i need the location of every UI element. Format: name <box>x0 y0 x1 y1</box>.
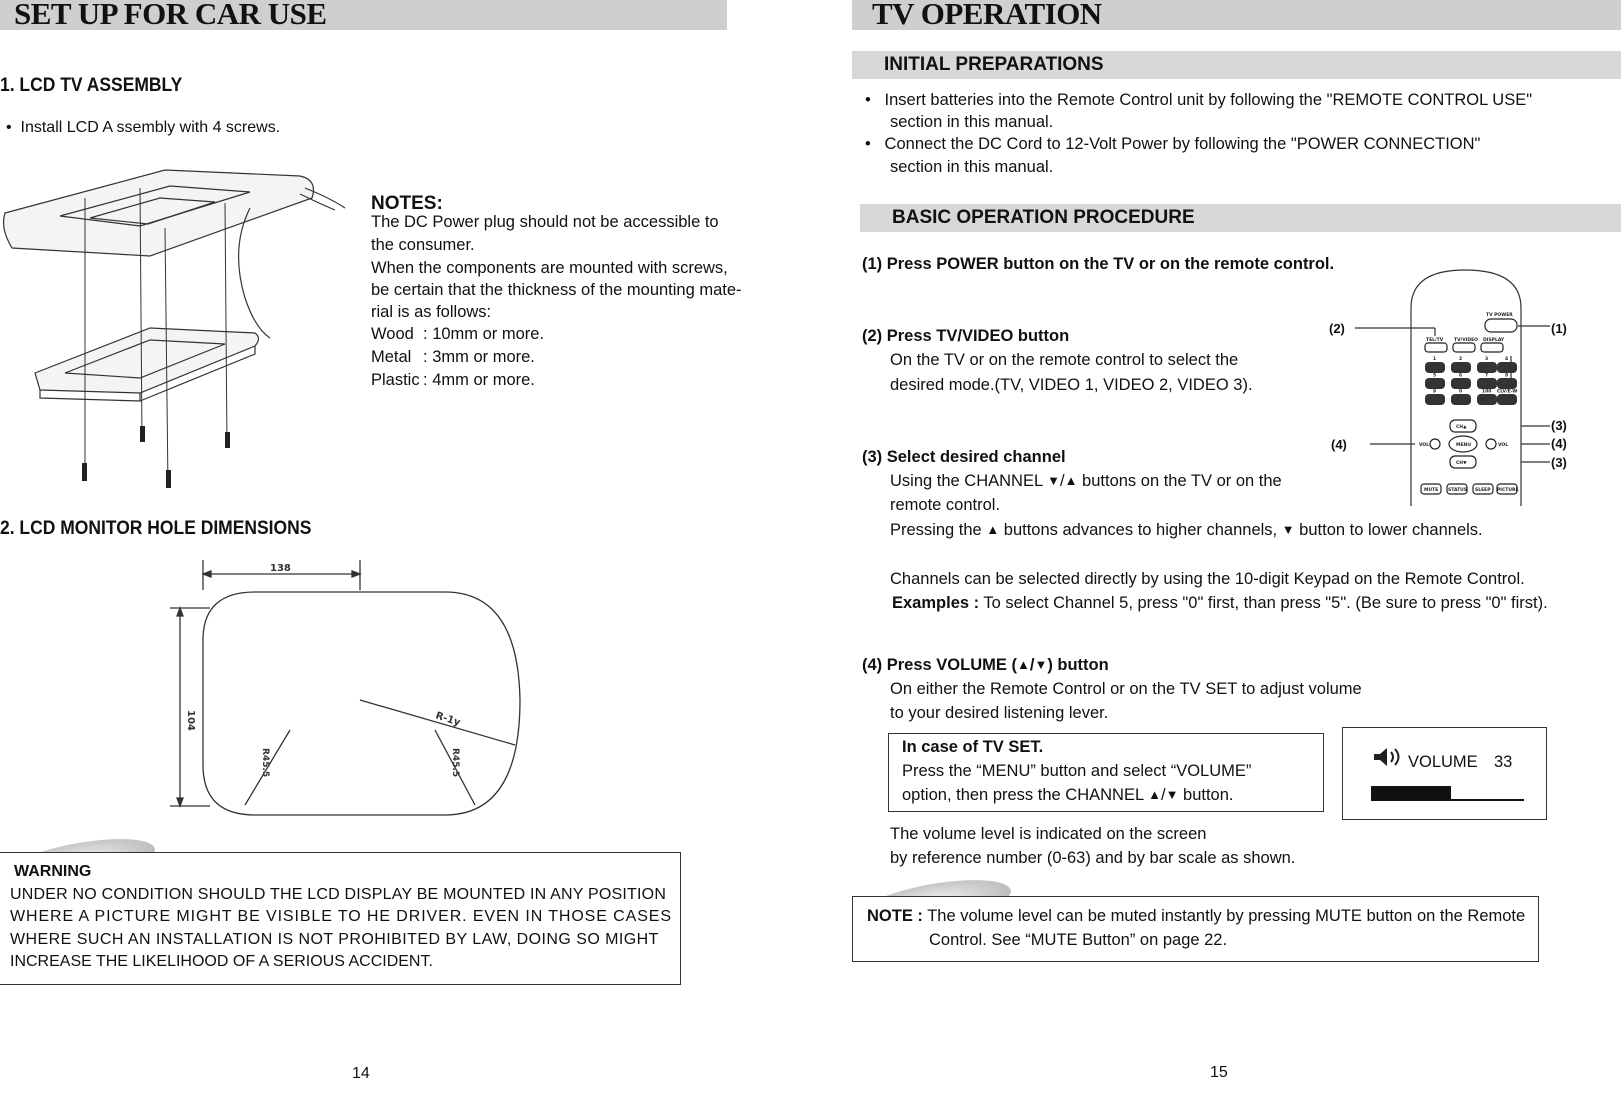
warning-line-3: WHERE SUCH AN INSTALLATION IS NOT PROHIBITED BY LAW, DOING SO MIGHT <box>10 931 659 948</box>
right-title-bar <box>852 0 1621 30</box>
step-2-line-1: On the TV or on the remote control to select the <box>890 351 1239 369</box>
step-4-line-2: to your desired listening lever. <box>890 704 1109 722</box>
remote-tv-power-label: TV POWER <box>1486 313 1513 318</box>
dim-corner-right-label: R45.5 <box>450 748 460 778</box>
notes-line-2: the consumer. <box>371 236 475 254</box>
volume-bar-track <box>1371 799 1524 801</box>
material-metal: Metal : 3mm or more. <box>371 348 535 366</box>
step-3-line-4: Channels can be selected directly by using the 10-digit Keypad on the Remote Control. <box>890 570 1525 588</box>
remote-key-0: 0 <box>1459 389 1463 395</box>
remote-display-label: DISPLAY <box>1483 338 1505 343</box>
callout-3-top: (3) <box>1551 418 1567 433</box>
notes-heading: NOTES: <box>371 193 443 214</box>
hole-dimension-drawing <box>170 560 540 832</box>
install-instruction: • Install LCD A ssembly with 4 screws. <box>6 119 281 136</box>
lcd-assembly-drawing <box>0 158 360 493</box>
step-3-heading: (3) Select desired channel <box>862 448 1066 466</box>
remote-key-9: 9 <box>1433 389 1437 395</box>
remote-mute-label: MUTE <box>1424 488 1439 493</box>
remote-power-button <box>1485 319 1517 332</box>
remote-key-8: 8 <box>1505 373 1509 379</box>
remote-key-4: 4 <box>1505 357 1509 362</box>
callout-1: (1) <box>1551 321 1567 336</box>
note-line-2: Control. See “MUTE Button” on page 22. <box>929 931 1228 949</box>
callout-4-right: (4) <box>1551 436 1567 451</box>
material-wood: Wood : 10mm or more. <box>371 325 545 343</box>
notes-line-4: be certain that the thickness of the mounting mate- <box>371 281 742 299</box>
remote-key-1: 1 <box>1433 357 1437 362</box>
dim-radius-label: R-1y <box>434 710 462 729</box>
remote-control-diagram <box>1325 268 1621 506</box>
initial-preparations-bar <box>852 51 1621 79</box>
remote-menu-label: MENU <box>1456 443 1471 448</box>
remote-status-label: STATUS <box>1448 488 1468 493</box>
tv-set-line-2: option, then press the CHANNEL ▲/▼ button. <box>902 786 1234 804</box>
step-4-heading: (4) Press VOLUME (▲/▼) button <box>862 656 1109 674</box>
step-3-examples: Examples : To select Channel 5, press "0" first, than press "5". (Be sure to press "0" first). <box>892 594 1548 612</box>
initial-preparations-heading: INITIAL PREPARATIONS <box>884 54 1104 75</box>
note-label: NOTE : <box>867 907 923 925</box>
remote-key-2: 2 <box>1459 357 1463 362</box>
basic-operation-heading: BASIC OPERATION PROCEDURE <box>892 207 1195 228</box>
remote-sleep-label: SLEEP <box>1475 488 1491 493</box>
remote-key-6: 6 <box>1459 373 1463 379</box>
warning-line-4: INCREASE THE LIKELIHOOD OF A SERIOUS ACCIDENT. <box>10 953 433 970</box>
lcd-tv-assembly-heading: 1. LCD TV ASSEMBLY <box>0 75 183 96</box>
volume-label: VOLUME <box>1408 753 1478 771</box>
remote-key-5: 5 <box>1433 373 1437 379</box>
remote-ch-down-label: CH▼ <box>1456 461 1467 466</box>
step-3-line-3: Pressing the ▲ buttons advances to higher channels, ▼ button to lower channels. <box>890 521 1483 539</box>
page-number-left: 14 <box>352 1065 370 1082</box>
tv-set-line-1: Press the “MENU” button and select “VOLUME” <box>902 762 1252 780</box>
remote-vol-left-label: VOL <box>1419 443 1430 448</box>
left-title-bar <box>0 0 727 30</box>
step-2-heading: (2) Press TV/VIDEO button <box>862 327 1070 345</box>
step-4-line-1: On either the Remote Control or on the TV SET to adjust volume <box>890 680 1362 698</box>
remote-key-7: 7 <box>1485 373 1489 379</box>
left-page-title: SET UP FOR CAR USE <box>14 0 327 31</box>
step-2-line-2: desired mode.(TV, VIDEO 1, VIDEO 2, VIDEO 3). <box>890 376 1253 394</box>
volume-note-line-1: The volume level is indicated on the screen <box>890 825 1207 843</box>
dim-width-label: 138 <box>270 563 291 574</box>
remote-vol-right-label: VOL <box>1498 443 1509 448</box>
remote-tel-tv-label: TEL/TV <box>1426 338 1444 343</box>
speaker-icon <box>1372 746 1404 768</box>
warning-heading: WARNING <box>14 863 92 880</box>
volume-note-line-2: by reference number (0-63) and by bar scale as shown. <box>890 849 1296 867</box>
step-3-line-2: remote control. <box>890 496 1001 514</box>
remote-tv-video-label: TV/VIDEO <box>1454 338 1478 343</box>
notes-line-5: rial is as follows: <box>371 303 492 321</box>
warning-line-1: UNDER NO CONDITION SHOULD THE LCD DISPLAY BE MOUNTED IN ANY POSITION <box>10 886 667 903</box>
basic-operation-bar <box>860 204 1621 232</box>
prep-bullet-2-cont: section in this manual. <box>890 158 1054 176</box>
hole-dimensions-heading: 2. LCD MONITOR HOLE DIMENSIONS <box>0 518 312 539</box>
tv-set-heading: In case of TV SET. <box>902 738 1044 756</box>
volume-bar-fill <box>1371 786 1451 799</box>
right-page-title: TV OPERATION <box>872 0 1102 31</box>
page-number-right: 15 <box>1210 1064 1228 1081</box>
callout-4-left: (4) <box>1331 437 1347 452</box>
material-plastic: Plastic : 4mm or more. <box>371 371 535 389</box>
notes-line-3: When the components are mounted with screws, <box>371 259 728 277</box>
callout-2: (2) <box>1329 321 1345 336</box>
prep-bullet-1-cont: section in this manual. <box>890 113 1054 131</box>
remote-key-100: 100 <box>1482 389 1492 395</box>
step-3-line-1: Using the CHANNEL ▼/▲ buttons on the TV or on the <box>890 472 1282 490</box>
warning-line-2: WHERE A PICTURE MIGHT BE VISIBLE TO HE DRIVER. EVEN IN THOSE CASES <box>10 908 672 925</box>
dim-corner-left-label: R45.5 <box>260 748 270 778</box>
callout-3-bottom: (3) <box>1551 455 1567 470</box>
note-line-1: NOTE : The volume level can be muted instantly by pressing MUTE button on the Remote <box>867 907 1526 925</box>
volume-value: 33 <box>1494 753 1513 771</box>
examples-label: Examples : <box>892 594 980 612</box>
step-1: (1) Press POWER button on the TV or on the remote control. <box>862 255 1335 273</box>
remote-key-clv: CLV/E-W <box>1497 389 1518 395</box>
prep-bullet-2: • Connect the DC Cord to 12-Volt Power by following the "POWER CONNECTION" <box>865 135 1481 153</box>
dim-height-label: 104 <box>185 710 196 731</box>
prep-bullet-1: • Insert batteries into the Remote Control unit by following the "REMOTE CONTROL USE" <box>865 91 1533 109</box>
remote-key-3: 3 <box>1485 357 1489 362</box>
notes-line-1: The DC Power plug should not be accessible to <box>371 213 719 231</box>
remote-picture-label: PICTURE <box>1497 488 1519 493</box>
remote-ch-up-label: CH▲ <box>1456 425 1467 430</box>
